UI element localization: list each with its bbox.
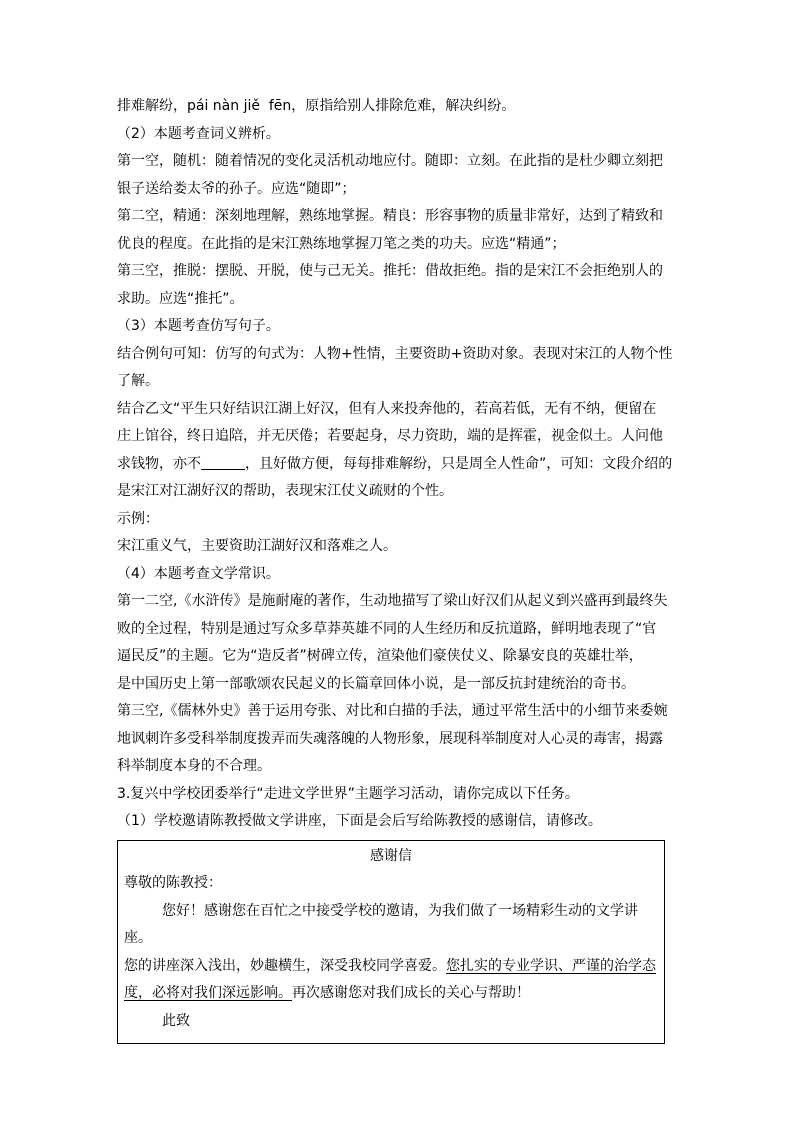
text-fragment: 您的讲座深入浅出，妙趣横生，深受我校同学喜爱。 [124, 957, 446, 974]
text-line: 是中国历史上第一部歌颂农民起义的长篇章回体小说，是一部反抗封建统治的奇书。 [117, 675, 635, 692]
underlined-sentence: 您扎实的专业学识、严谨的治学态 [446, 957, 656, 974]
section-heading-q4: （4）本题考查文学常识。 [117, 565, 280, 582]
text-line: 结合乙文“平生只好结识江湖上好汉，但有人来投奔他的，若高若低，无有不纳，便留在 [117, 400, 657, 417]
text-line-with-blank [117, 451, 677, 479]
text-line: 示例： [117, 510, 159, 527]
text-line: 逼民反”的主题。它为“造反者”树碑立传，渲染他们豪侠仗义、除暴安良的英雄壮举， [117, 648, 643, 664]
sub-question-1: （1）学校邀请陈教授做文学讲座，下面是会后写给陈教授的感谢信，请修改。 [117, 813, 602, 829]
section-heading-q3: （3）本题考查仿写句子。 [117, 318, 280, 334]
text-line: 排难解纷，pái nàn jiě fēn，原指给别人排除危难，解决纠纷。 [117, 98, 516, 114]
text-line: 第一二空,《水浒传》是施耐庵的著作，生动地描写了梁山好汉们从起义到兴盛再到最终失 [117, 593, 668, 609]
section-heading-q2: （2）本题考查词义辨析。 [117, 125, 280, 142]
thank-you-letter-box [117, 840, 665, 1045]
text-line: 科举制度本身的不合理。 [117, 758, 271, 774]
document-body [117, 93, 677, 1044]
text-line: 宋江重义气，主要资助江湖好汉和落难之人。 [117, 538, 397, 554]
text-line: 败的全过程，特别是通过写众多草莽英雄不同的人生经历和反抗道路，鲜明地表现了“官 [117, 620, 657, 637]
text-line: 第二空，精通：深刻地理解，熟练地掌握。精良：形容事物的质量非常好，达到了精致和 [117, 208, 663, 224]
text-line: 银子送给娄太爷的孙子。应选“随即”； [117, 180, 356, 197]
text-fragment: 再次感谢您对我们成长的关心与帮助！ [292, 985, 530, 1001]
letter-line: 您好！感谢您在百忙之中接受学校的邀请，为我们做了一场精彩生动的文学讲座。 [124, 902, 638, 946]
text-line: 优良的程度。在此指的是宋江熟练地掌握刀笔之类的功夫。应选“精通”； [117, 235, 566, 252]
letter-line [118, 953, 664, 981]
question-heading-3: 3.复兴中学校团委举行“走进文学世界”主题学习活动，请你完成以下任务。 [117, 785, 579, 802]
letter-salutation: 尊敬的陈教授： [124, 875, 222, 891]
text-line: 了解。 [117, 373, 159, 389]
text-fragment: ，且好做方便，每每排难解纷，只是周全人性命”，可知：文段介绍的 [245, 455, 673, 472]
underlined-sentence: 度，必将对我们深远影响。 [124, 985, 292, 1001]
text-line: 第三空,《儒林外史》善于运用夸张、对比和白描的手法，通过平常生活中的小细节来委婉 [117, 703, 668, 719]
letter-closing: 此致 [162, 1012, 190, 1029]
text-line: 庄上馆谷，终日追陪，并无厌倦；若要起身，尽力资助，端的是挥霍，视金似土。人问他 [117, 428, 663, 444]
letter-title: 感谢信 [370, 847, 412, 864]
text-line: 结合例句可知：仿写的句式为：人物+性情，主要资助+资助对象。表现对宋江的人物个性 [117, 345, 673, 362]
text-line: 是宋江对江湖好汉的帮助，表现宋江仗义疏财的个性。 [117, 483, 453, 499]
text-line: 地讽刺许多受科举制度拨弄而失魂落魄的人物形象，展现科举制度对人心灵的毒害，揭露 [117, 730, 663, 747]
text-fragment: 求钱物，亦不 [117, 455, 201, 472]
fill-in-blank [201, 455, 245, 470]
text-line: 第三空，推脱：摆脱、开脱，使与己无关。推托：借故拒绝。指的是宋江不会拒绝别人的 [117, 263, 663, 279]
text-line: 求助。应选“推托”。 [117, 290, 244, 307]
letter-line [118, 980, 664, 1008]
text-line: 第一空，随机：随着情况的变化灵活机动地应付。随即：立刻。在此指的是杜少卿立刻把 [117, 153, 663, 169]
letter-body [118, 870, 664, 1035]
